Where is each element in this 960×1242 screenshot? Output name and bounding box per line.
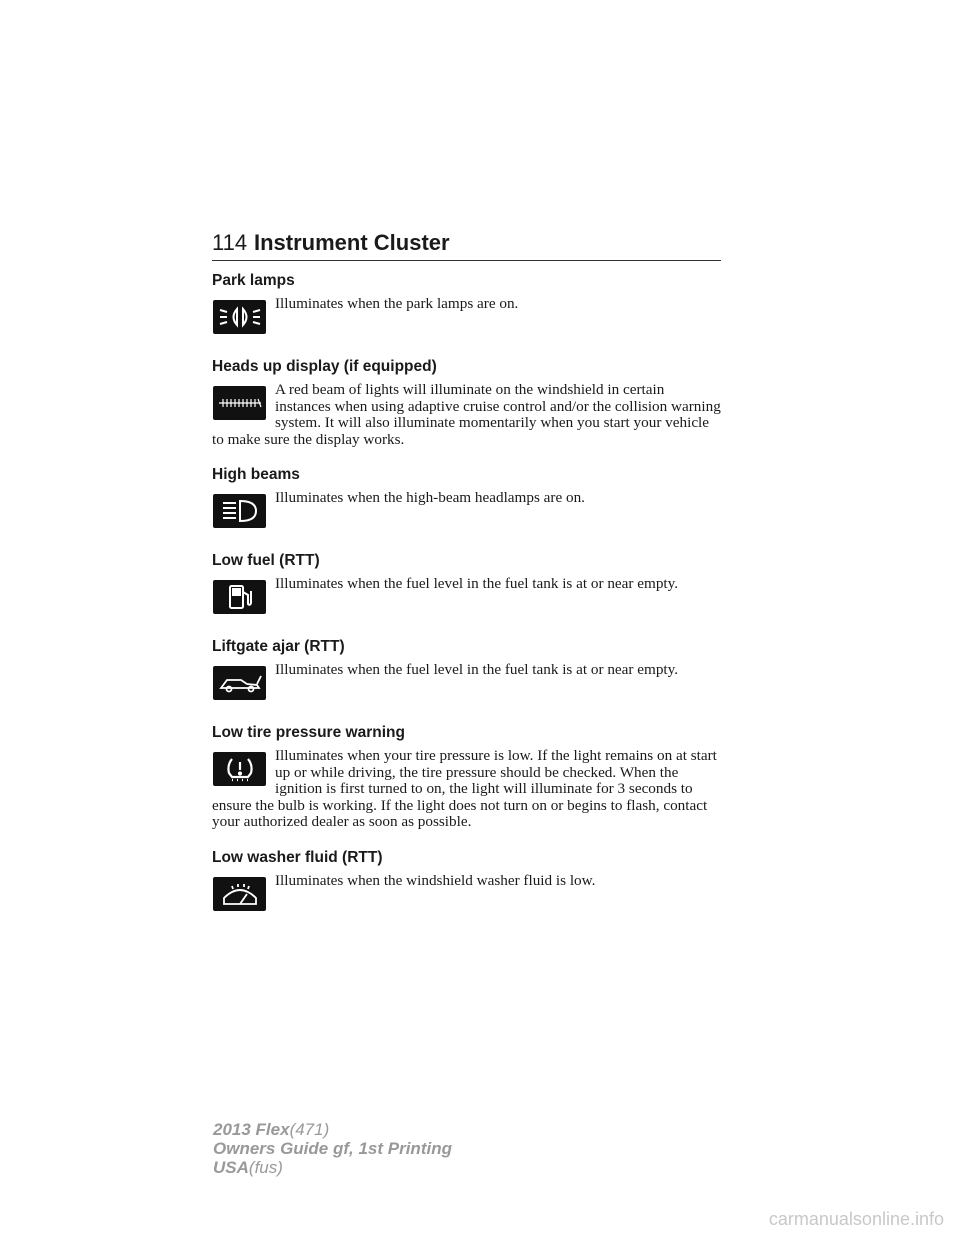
section-title: Low tire pressure warning <box>212 724 405 741</box>
section-high-beams <box>212 466 722 532</box>
section-text: Illuminates when the park lamps are on. <box>275 295 519 312</box>
footer-model: 2013 Flex <box>213 1120 290 1139</box>
section-text: A red beam of lights will illuminate on the windshield in certain instances when using adaptive cruise control and/or the collision warning system. It will also illuminate momentarily when you start your vehicle to make sure the display works. <box>212 381 721 448</box>
section-text: Illuminates when the high-beam headlamps are on. <box>275 489 585 506</box>
section-low-fuel <box>212 552 722 618</box>
heads-up-display-icon <box>213 386 266 420</box>
section-text: Illuminates when your tire pressure is low. If the light remains on at start up or while driving, the tire pressure should be checked. When the ignition is first turned to on, the light will illuminate for 3 seconds to ensure the bulb is working. If the light does not turn on or begins to flash, contact your authorized dealer as soon as possible. <box>212 747 717 830</box>
high-beam-icon <box>213 494 266 528</box>
footer-guide: Owners Guide gf, 1st Printing <box>213 1139 452 1158</box>
page-title: Instrument Cluster <box>254 230 450 255</box>
liftgate-ajar-icon <box>213 666 266 700</box>
page-header <box>212 230 721 261</box>
section-title: Park lamps <box>212 272 295 289</box>
footer-region: USA <box>213 1158 249 1177</box>
section-text: Illuminates when the fuel level in the fuel tank is at or near empty. <box>275 661 679 678</box>
section-title: Low fuel (RTT) <box>212 552 320 569</box>
section-park-lamps <box>212 272 722 338</box>
section-text: Illuminates when the fuel level in the fuel tank is at or near empty. <box>275 575 679 592</box>
section-liftgate-ajar <box>212 638 722 704</box>
section-heads-up-display <box>212 358 722 448</box>
section-low-washer-fluid <box>212 849 722 915</box>
tire-pressure-icon <box>213 752 266 786</box>
section-title: High beams <box>212 466 300 483</box>
footer-code: (471) <box>289 1120 330 1139</box>
document-footer <box>213 1120 452 1177</box>
section-low-tire-pressure <box>212 724 722 831</box>
park-lamps-icon <box>213 300 266 334</box>
washer-fluid-icon <box>213 877 266 911</box>
warning-lamps-list <box>212 272 722 915</box>
footer-region-code: (fus) <box>248 1158 283 1177</box>
section-title: Liftgate ajar (RTT) <box>212 638 345 655</box>
watermark: carmanualsonline.info <box>768 1209 944 1229</box>
fuel-pump-icon <box>213 580 266 614</box>
section-title: Heads up display (if equipped) <box>212 358 437 375</box>
section-text: Illuminates when the windshield washer fluid is low. <box>275 871 596 889</box>
page-number: 114 <box>212 230 248 255</box>
section-title: Low washer fluid (RTT) <box>212 848 383 866</box>
